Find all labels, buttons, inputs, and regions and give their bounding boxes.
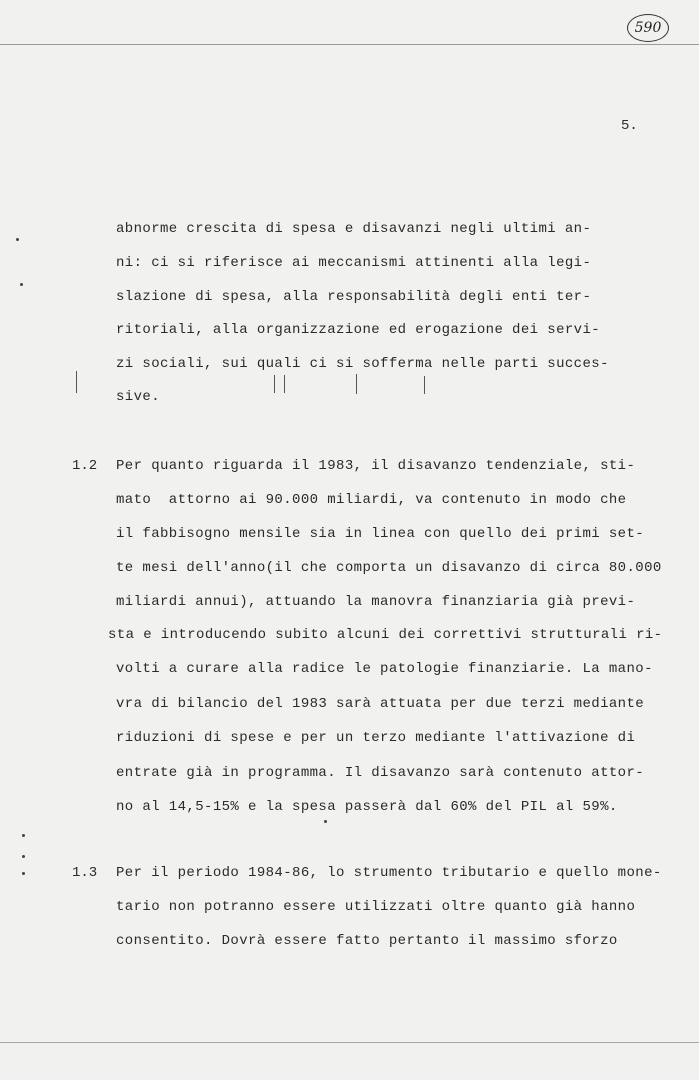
- text-line: slazione di spesa, alla responsabilità degli enti ter-: [116, 289, 592, 305]
- section-number: 1.2: [72, 458, 98, 474]
- margin-tick: [76, 371, 77, 393]
- section-number: 1.3: [72, 865, 98, 881]
- top-scan-edge: [0, 44, 699, 45]
- text-line: sive.: [116, 389, 161, 405]
- text-line: zi sociali, sui quali ci si sofferma nelle parti succes-: [116, 356, 609, 372]
- text-line: riduzioni di spese e per un terzo mediante l'attivazione di: [116, 730, 636, 746]
- text-line: consentito. Dovrà essere fatto pertanto il massimo sforzo: [116, 933, 618, 949]
- scan-speck: [22, 872, 25, 875]
- text-line: mato attorno ai 90.000 miliardi, va contenuto in modo che: [116, 492, 627, 508]
- text-line: miliardi annui), attuando la manovra finanziaria già previ-: [116, 594, 636, 610]
- text-line: il fabbisogno mensile sia in linea con quello dei primi set-: [116, 526, 645, 542]
- margin-tick: [274, 375, 275, 393]
- text-line: te mesi dell'anno(il che comporta un disavanzo di circa 80.000: [116, 560, 662, 576]
- text-line: tario non potranno essere utilizzati oltre quanto già hanno: [116, 899, 636, 915]
- text-line: entrate già in programma. Il disavanzo sarà contenuto attor-: [116, 765, 645, 781]
- margin-tick: [424, 376, 425, 394]
- text-line: Per il periodo 1984-86, lo strumento tributario e quello mone-: [116, 865, 662, 881]
- scan-speck: [22, 855, 25, 858]
- scan-speck: [22, 834, 25, 837]
- handwritten-page-mark: 590: [627, 14, 669, 42]
- text-line: sta e introducendo subito alcuni dei correttivi strutturali ri-: [108, 627, 663, 643]
- text-line: vra di bilancio del 1983 sarà attuata per due terzi mediante: [116, 696, 645, 712]
- text-line: ritoriali, alla organizzazione ed erogazione dei servi-: [116, 322, 601, 338]
- margin-tick: [284, 375, 285, 393]
- scan-speck: [16, 238, 19, 241]
- scan-speck: [20, 283, 23, 286]
- page-number: 5.: [621, 118, 638, 134]
- bottom-scan-edge: [0, 1042, 699, 1043]
- scan-speck: [324, 820, 327, 823]
- text-line: volti a curare alla radice le patologie finanziarie. La mano-: [116, 661, 653, 677]
- text-line: no al 14,5-15% e la spesa passerà dal 60% del PIL al 59%.: [116, 799, 618, 815]
- margin-tick: [356, 374, 357, 394]
- text-line: ni: ci si riferisce ai meccanismi attinenti alla legi-: [116, 255, 592, 271]
- text-line: Per quanto riguarda il 1983, il disavanzo tendenziale, sti-: [116, 458, 636, 474]
- text-line: abnorme crescita di spesa e disavanzi negli ultimi an-: [116, 221, 592, 237]
